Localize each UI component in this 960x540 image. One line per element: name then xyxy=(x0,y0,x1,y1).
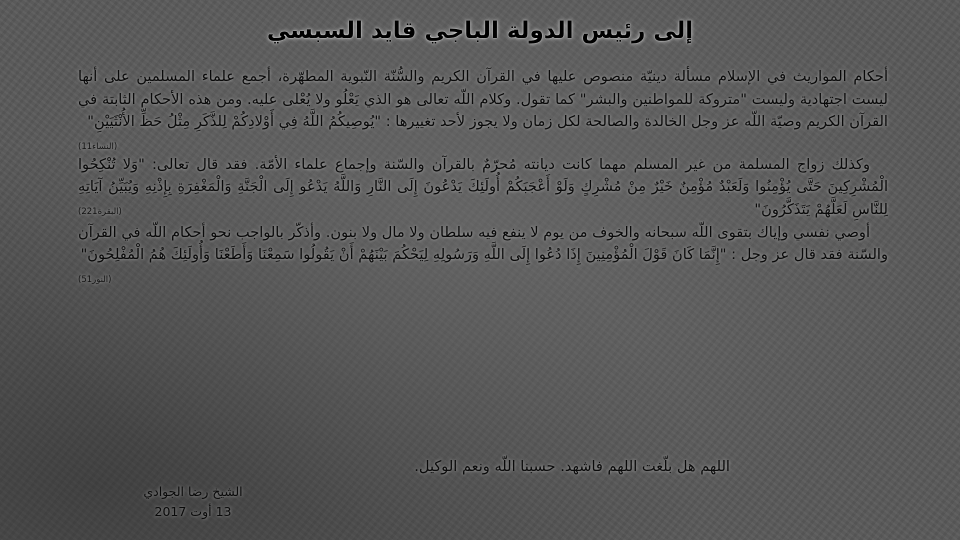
letter-date: 13 أوت 2017 xyxy=(154,504,232,519)
verse-reference: (البقرة221) xyxy=(78,206,122,217)
paragraph-advice xyxy=(78,222,888,285)
paragraph-text: أحكام المواريث في الإسلام مسألة دينيّة منصوص عليها في القرآن الكريم والسُّنّة النّبوية المطهّرة، أجمع علماء المسلمين على أنها ليست اجتهادية وليست "متروكة للمواطنين والبشر" كما تقول. وكلام اللّه تعالى هو الذي يَعْلُو ولا يُعْلى عليه. ومن هذه الأحكام الثابتة في القرآن الكريم وصيّة اللّه عز وجل الخالدة والصالحة لكل زمان ولا يجوز لأحد تغييرها : "يُوصِيكُمُ اللَّهُ فِي أَوْلادِكُمْ لِلذَّكَرِ مِثْلُ حَظِّ الأُنْثَيَيْنِ" xyxy=(78,68,888,131)
author-name: الشيخ رضا الجوادي xyxy=(143,484,243,499)
paragraph-text: وكذلك زواج المسلمة من غير المسلم مهما كانت ديانته مُحرّمٌ بالقرآن والسّنة وإجماع علماء الأمّة. فقد قال تعالى: "وَلا تُنْكِحُوا الْمُشْرِكِينَ حَتَّى يُؤْمِنُوا وَلَعَبْدٌ مُؤْمِنٌ خَيْرٌ مِنْ مُشْرِكٍ وَلَوْ أَعْجَبَكُمْ أُولَئِكَ يَدْعُونَ إِلَى النَّارِ وَاللَّهُ يَدْعُو إِلَى الْجَنَّةِ وَالْمَغْفِرَةِ بِإِذْنِهِ وَيُبَيِّنُ آيَاتِهِ لِلنَّاسِ لَعَلَّهُمْ يَتَذَكَّرُونَ" xyxy=(78,155,888,218)
signature-block xyxy=(118,482,268,522)
verse-reference: (النور51) xyxy=(78,274,112,285)
paragraph-marriage xyxy=(78,154,888,222)
verse-reference: (النساء11) xyxy=(78,141,118,152)
closing-prayer: اللهم هل بلّغت اللهم فاشهد. حسبنا اللّه ونعم الوكيل. xyxy=(414,458,730,475)
letter-body xyxy=(78,66,888,287)
paragraph-text: أوصي نفسي وإياك بتقوى اللّه سبحانه والخوف من يوم لا ينفع فيه سلطان ولا مال ولا بنون. وأذكّر بالواجب نحو أحكام اللّه في القرآن والسّنة فقد قال عز وجل : "إِنَّمَا كَانَ قَوْلَ الْمُؤْمِنِينَ إِذَا دُعُوا إِلَى اللَّهِ وَرَسُولِهِ لِيَحْكُمَ بَيْنَهُمْ أَنْ يَقُولُوا سَمِعْنَا وَأَطَعْنَا وَأُولَئِكَ هُمُ الْمُفْلِحُونَ" xyxy=(78,223,888,264)
letter-title: إلى رئيس الدولة الباجي قايد السبسي xyxy=(266,18,694,44)
paragraph-inheritance xyxy=(78,66,888,152)
